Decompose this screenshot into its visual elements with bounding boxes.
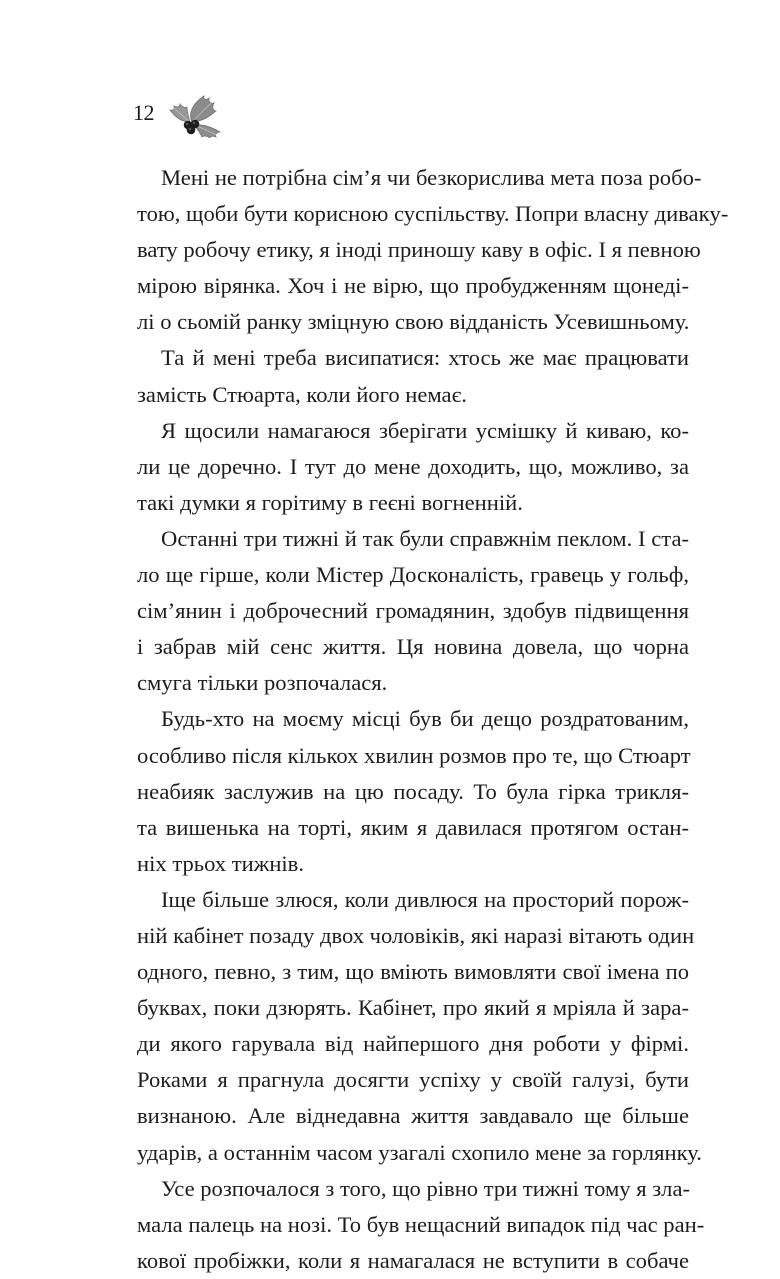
paragraph <box>137 340 689 412</box>
text-line: смуга тільки розпочалася. <box>137 670 388 696</box>
text-line: мірою вірянка. Хоч і не вірю, що пробудженням щонеді- <box>137 273 689 299</box>
text-line: такі думки я горітиму в геєні вогненній. <box>137 489 523 515</box>
paragraph <box>137 882 702 1171</box>
text-line: ударів, а останнім часом узагалі схопило мене за горлянку. <box>137 1139 702 1165</box>
paragraph <box>137 1171 705 1279</box>
paragraph <box>137 521 689 701</box>
text-line: сім’янин і доброчесний громадянин, здобув підвищення <box>137 598 689 624</box>
text-line: ніх трьох тижнів. <box>137 850 305 876</box>
text-line: визнаною. Але віднедавна життя завдавало ще більше <box>137 1103 689 1129</box>
text-line: особливо після кількох хвилин розмов про те, що Стюарт <box>137 742 691 768</box>
text-line: Усе розпочалося з того, що рівно три тижні тому я зла- <box>161 1175 690 1201</box>
text-line: лі о сьомій ранку зміцную свою відданість Усевишньому. <box>137 309 690 335</box>
text-line: і забрав мій сенс життя. Ця новина довела, що чорна <box>137 634 689 660</box>
text-line: Мені не потрібна сім’я чи безкорислива мета поза робо- <box>161 165 702 190</box>
holly-icon <box>168 88 224 138</box>
page-number: 12 <box>133 100 154 125</box>
text-line: Іще більше злюся, коли дивлюся на просторий порож- <box>161 886 689 912</box>
text-line: одного, певно, з тим, що вміють вимовляти свої імена по <box>137 959 689 985</box>
body-text <box>137 160 729 1279</box>
text-line: буквах, поки дзюрять. Кабінет, про який я мріяла й зара- <box>137 995 689 1021</box>
text-line: Будь-хто на моєму місці був би дещо роздратованим, <box>161 706 689 732</box>
text-line: Та й мені треба висипатися: хтось же має працювати <box>161 345 689 371</box>
paragraph <box>137 701 689 881</box>
text-line: ди якого гарувала від найпершого дня роботи у фірмі. <box>137 1031 689 1057</box>
text-line: вату робочу етику, я іноді приношу каву в офіс. І я певною <box>137 237 701 263</box>
text-line: Я щосили намагаюся зберігати усмішку й киваю, ко- <box>161 417 689 443</box>
text-line: замість Стюарта, коли його немає. <box>137 381 467 407</box>
text-line: кової пробіжки, коли я намагалася не вступити в собаче <box>137 1247 689 1273</box>
page-header <box>133 88 224 138</box>
text-line: Останні три тижні й так були справжнім пеклом. І ста- <box>161 525 689 551</box>
text-line: тою, щоби бути корисною суспільству. Попри власну дивакy- <box>137 201 729 227</box>
paragraph <box>137 413 689 521</box>
text-line: ли це доречно. І тут до мене доходить, що, можливо, за <box>137 453 689 479</box>
paragraph <box>137 160 729 340</box>
text-line: ло ще гірше, коли Містер Досконалість, гравець у гольф, <box>137 562 689 588</box>
text-line: мала палець на нозі. То був нещасний випадок під час ран- <box>137 1211 705 1237</box>
text-line: Роками я прагнула досягти успіху у своїй галузі, бути <box>137 1067 689 1093</box>
text-line: та вишенька на торті, яким я давилася протягом остан- <box>137 814 689 840</box>
text-line: неабияк заслужив на цю посаду. То була гірка трикля- <box>137 778 689 804</box>
text-line: ній кабінет позаду двох чоловіків, які наразі вітають один <box>137 922 695 948</box>
